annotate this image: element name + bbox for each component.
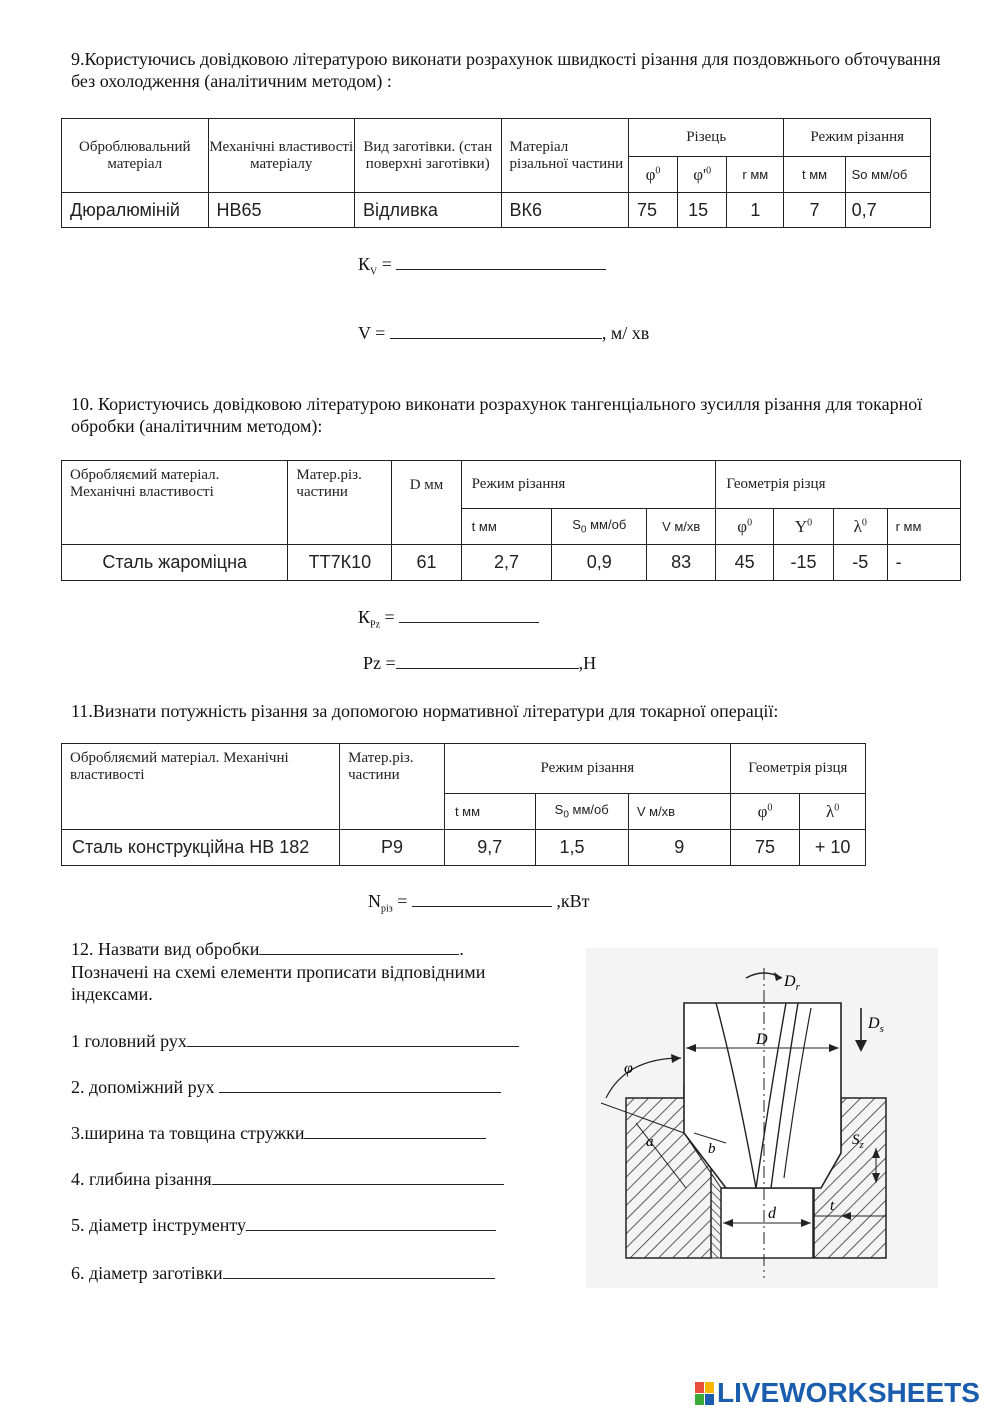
q11-header-material: Обробляємий матеріал. Механічні властивості — [62, 744, 340, 830]
drilling-diagram — [586, 948, 938, 1288]
q10-header-mode: Режим різання — [461, 461, 716, 509]
v-answer-field[interactable] — [390, 322, 602, 339]
q10-cell: ТТ7К10 — [288, 545, 392, 581]
pz-answer-field[interactable] — [396, 652, 579, 669]
q11-cell: Р9 — [340, 830, 445, 866]
q12-item-5: 5. діаметр інструменту — [71, 1214, 496, 1236]
question-10-text: 10. Користуючись довідковою літературою виконати розрахунок тангенціального зусилля різання для токарної обробки (аналітичним методом): — [71, 394, 923, 436]
logo-text: LIVEWORKSHEETS — [717, 1377, 980, 1408]
label-t: t — [830, 1198, 835, 1214]
q12-item-6: 6. діаметр заготівки — [71, 1262, 495, 1284]
n-line: $N_{різ} = ,кВт$ — [368, 891, 590, 915]
v-line: V = , м/ хв — [358, 323, 650, 343]
q11-cell: 9 — [628, 830, 730, 866]
label-a: a — [646, 1134, 654, 1150]
q10-cell: -5 — [833, 545, 887, 581]
q10-sub-lambda: $\lambda^0$ — [833, 509, 887, 545]
label-sz: $S_z$ — [852, 1132, 864, 1151]
question-9-text: 9.Користуючись довідковою літературою виконати розрахунок швидкості різання для поздовжнього обточування без охолодження (аналітичним методом) : — [71, 49, 941, 91]
q9-cell: 75 — [628, 193, 677, 228]
q12-type-field[interactable] — [259, 938, 459, 955]
pz-line: Pz = ,Н — [363, 653, 597, 673]
label-dr: $D_r$ — [784, 973, 800, 993]
q9-header-blank: Вид заготівки. (стан поверхні заготівки) — [355, 119, 502, 193]
q9-cell: Дюралюміній — [62, 193, 209, 228]
q9-sub-phi1: $\varphi'^0$ — [678, 157, 727, 193]
q9-header-material: Оброблювальний матеріал — [62, 119, 209, 193]
q12-answer-field-6[interactable] — [223, 1262, 495, 1279]
q10-sub-r: r мм — [887, 509, 960, 545]
q10-table — [61, 460, 961, 581]
q9-cell: 7 — [784, 193, 845, 228]
q9-sub-s: So мм/об — [845, 157, 930, 193]
q11-cell: 75 — [730, 830, 800, 866]
label-D: D — [756, 1031, 768, 1048]
kpz-answer-field[interactable] — [399, 606, 539, 623]
label-phi: φ — [624, 1060, 633, 1077]
q10-cell: Сталь жароміцна — [62, 545, 288, 581]
q10-cell: 61 — [392, 545, 461, 581]
kv-line: $К_V$ = — [358, 253, 606, 278]
q12-item-2: 2. допоміжний рух — [71, 1076, 501, 1098]
q11-sub-phi: $\varphi^0$ — [730, 794, 800, 830]
kpz-line: $К_{Pz}$ = — [358, 606, 539, 631]
q10-header-tool-material: Матер.різ. частини — [288, 461, 392, 545]
q12-answer-field-2[interactable] — [219, 1076, 501, 1093]
q9-cell: HB65 — [208, 193, 355, 228]
q10-cell: 83 — [647, 545, 716, 581]
liveworksheets-logo[interactable] — [695, 1377, 980, 1408]
q9-header-mode: Режим різання — [784, 119, 931, 157]
logo-icon — [695, 1382, 713, 1404]
kv-answer-field[interactable] — [396, 253, 606, 270]
q9-cell: Відливка — [355, 193, 502, 228]
q11-cell: + 10 — [800, 830, 866, 866]
q9-header-cutter: Різець — [628, 119, 784, 157]
q9-sub-phi: $\varphi^0$ — [628, 157, 677, 193]
q9-cell: ВК6 — [501, 193, 628, 228]
q11-table — [61, 743, 866, 866]
label-ds: $D_s$ — [868, 1015, 884, 1035]
q10-sub-t: t мм — [461, 509, 552, 545]
q12-answer-field-1[interactable] — [187, 1030, 519, 1047]
question-11-text: 11.Визнати потужність різання за допомогою нормативної літератури для токарної операції: — [71, 701, 779, 721]
q9-cell: 1 — [727, 193, 784, 228]
q10-cell: 45 — [716, 545, 774, 581]
q10-cell: -15 — [774, 545, 834, 581]
q11-sub-t: t мм — [444, 794, 535, 830]
q10-cell: - — [887, 545, 960, 581]
label-d: d — [768, 1205, 776, 1222]
q10-header-material: Обробляємий матеріал. Механічні властивості — [62, 461, 288, 545]
q12-answer-field-3[interactable] — [304, 1122, 486, 1139]
q11-sub-lambda: $\lambda^0$ — [800, 794, 866, 830]
q10-sub-v: V м/хв — [647, 509, 716, 545]
q11-sub-s: $S_0$ мм/об — [535, 794, 628, 830]
q9-header-tool-material: Матеріал різальної частини — [501, 119, 628, 193]
q12-item-3: 3.ширина та товщина стружки — [71, 1122, 486, 1144]
q10-header-geom: Геометрія різця — [716, 461, 961, 509]
q10-sub-phi: $\varphi^0$ — [716, 509, 774, 545]
q12-answer-field-5[interactable] — [246, 1214, 496, 1231]
q12-line1: 12. Назвати вид обробки . — [71, 939, 464, 959]
q10-cell: 0,9 — [552, 545, 647, 581]
q9-header-mech: Механічні властивості матеріалу — [208, 119, 355, 193]
q9-cell: 0,7 — [845, 193, 930, 228]
q11-header-geom: Геометрія різця — [730, 744, 865, 794]
q10-sub-s: $S_0$ мм/об — [552, 509, 647, 545]
q9-sub-t: t мм — [784, 157, 845, 193]
q9-table — [61, 118, 931, 228]
q10-sub-gamma: $Y^0$ — [774, 509, 834, 545]
q12-item-4: 4. глибина різання — [71, 1168, 504, 1190]
q12-line2: Позначені на схемі елементи прописати відповідними індексами. — [71, 962, 486, 1004]
q11-header-mode: Режим різання — [444, 744, 730, 794]
q11-header-tool-material: Матер.різ. частини — [340, 744, 445, 830]
q9-cell: 15 — [678, 193, 727, 228]
label-b: b — [708, 1141, 716, 1157]
q11-cell: 9,7 — [444, 830, 535, 866]
n-answer-field[interactable] — [412, 890, 552, 907]
q10-header-d: D мм — [392, 461, 461, 545]
q9-sub-r: r мм — [727, 157, 784, 193]
q12-answer-field-4[interactable] — [212, 1168, 504, 1185]
q11-sub-v: V м/хв — [628, 794, 730, 830]
q10-cell: 2,7 — [461, 545, 552, 581]
q11-cell: 1,5 — [535, 830, 628, 866]
q12-item-1: 1 головний рух — [71, 1030, 519, 1052]
q11-cell: Сталь конструкційна НВ 182 — [62, 830, 340, 866]
